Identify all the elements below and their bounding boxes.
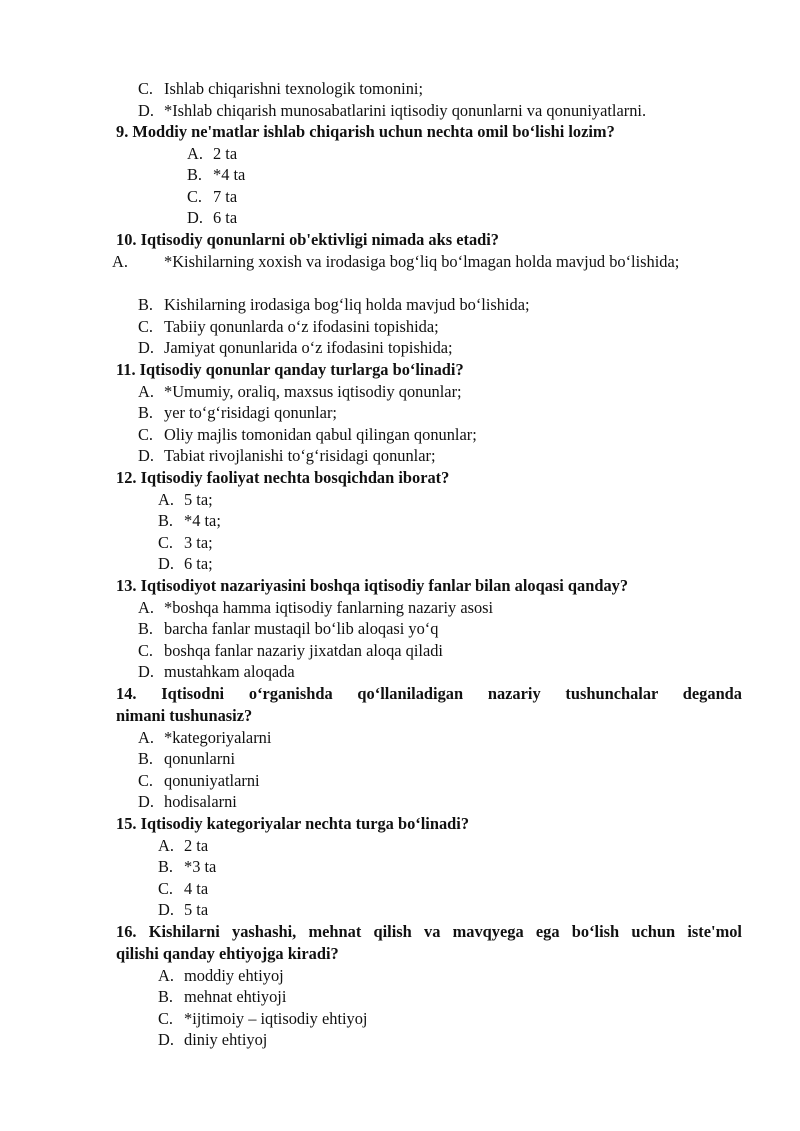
q15-option-c: [158, 878, 208, 900]
q14-option-b: [138, 748, 235, 770]
q12-option-b: [158, 510, 221, 532]
q15-option-b: [158, 856, 216, 878]
q12-option-d: [158, 553, 213, 575]
q15-option-a: [158, 835, 208, 857]
option-letter: C.: [158, 1009, 174, 1028]
question-16-line-2: qilishi qanday ehtiyojga kiradi?: [116, 944, 339, 963]
option-text: *4 ta;: [184, 511, 221, 530]
option-letter: C.: [158, 533, 174, 552]
option-letter: A.: [187, 144, 203, 163]
option-text: moddiy ehtiyoj: [184, 966, 284, 985]
question-16-line-1: 16. Kishilarni yashashi, mehnat qilish va mavqyega ega bo‘lish uchun iste'mol: [116, 922, 742, 941]
q11-option-d: [138, 445, 436, 467]
option-letter: C.: [138, 425, 154, 444]
q16-option-a: [158, 965, 284, 987]
option-text: qonunlarni: [164, 749, 236, 768]
q11-option-a: [138, 381, 462, 403]
q8-option-c: [138, 78, 423, 100]
option-text: Oliy majlis tomonidan qabul qilingan qonunlar;: [164, 425, 477, 444]
option-text: yer to‘g‘risidagi qonunlar;: [164, 403, 337, 422]
option-letter: C.: [138, 771, 154, 790]
question-12: 12. Iqtisodiy faoliyat nechta bosqichdan iborat?: [116, 468, 450, 487]
option-text: *boshqa hamma iqtisodiy fanlarning nazariy asosi: [164, 598, 494, 617]
option-text: Tabiat rivojlanishi to‘g‘risidagi qonunlar;: [164, 446, 436, 465]
q15-option-d: [158, 899, 208, 921]
option-letter: C.: [138, 317, 154, 336]
option-letter: A.: [138, 598, 154, 617]
option-text: *4 ta: [213, 165, 246, 184]
q16-option-b: [158, 986, 286, 1008]
option-text: hodisalarni: [164, 792, 237, 811]
option-text: Ishlab chiqarishni texnologik tomonini;: [164, 79, 424, 98]
question-10: 10. Iqtisodiy qonunlarni ob'ektivligi nimada aks etadi?: [116, 230, 500, 249]
q14-option-d: [138, 791, 237, 813]
q10-option-d: [138, 337, 453, 359]
option-letter: D.: [138, 101, 154, 120]
option-letter: D.: [158, 554, 174, 573]
q12-option-a: [158, 489, 213, 511]
option-letter: A.: [138, 728, 154, 747]
option-text: *3 ta: [184, 857, 217, 876]
question-15: 15. Iqtisodiy kategoriyalar nechta turga bo‘linadi?: [116, 814, 470, 833]
option-text: 6 ta: [213, 208, 238, 227]
q16-option-d: [158, 1029, 267, 1051]
option-letter: D.: [138, 792, 154, 811]
q13-option-a: [138, 597, 493, 619]
option-letter: A.: [112, 252, 128, 271]
option-letter: C.: [187, 187, 203, 206]
option-letter: D.: [138, 338, 154, 357]
q10-option-a: [112, 251, 742, 273]
option-letter: D.: [138, 446, 154, 465]
question-13: 13. Iqtisodiyot nazariyasini boshqa iqtisodiy fanlar bilan aloqasi qanday?: [116, 576, 629, 595]
q11-option-c: [138, 424, 477, 446]
option-text: 6 ta;: [184, 554, 213, 573]
q11-option-b: [138, 402, 337, 424]
q9-option-c: [187, 186, 237, 208]
option-text: *kategoriyalarni: [164, 728, 272, 747]
option-text: 5 ta: [184, 900, 209, 919]
q13-option-c: [138, 640, 443, 662]
option-letter: B.: [138, 403, 154, 422]
option-letter: D.: [138, 662, 154, 681]
option-letter: A.: [158, 966, 174, 985]
option-letter: C.: [138, 641, 154, 660]
option-text: 2 ta: [213, 144, 238, 163]
q16-option-c: [158, 1008, 368, 1030]
q14-option-a: [138, 727, 271, 749]
option-letter: B.: [158, 511, 174, 530]
option-letter: D.: [187, 208, 203, 227]
q9-option-b: [187, 164, 245, 186]
option-text: Jamiyat qonunlarida o‘z ifodasini topishida;: [164, 338, 453, 357]
q13-option-d: [138, 661, 295, 683]
question-9: 9. Moddiy ne'matlar ishlab chiqarish uchun nechta omil bo‘lishi lozim?: [116, 122, 615, 141]
option-text: 4 ta: [184, 879, 209, 898]
option-text: *Ishlab chiqarish munosabatlarini iqtisodiy qonunlarni va qonuniyatlarni.: [164, 101, 647, 120]
option-letter: B.: [138, 619, 154, 638]
q14-option-c: [138, 770, 260, 792]
option-text: mustahkam aloqada: [164, 662, 295, 681]
option-letter: C.: [158, 879, 174, 898]
q8-option-d: [138, 100, 646, 122]
option-letter: A.: [158, 490, 174, 509]
q12-option-c: [158, 532, 213, 554]
option-letter: C.: [138, 79, 154, 98]
option-letter: B.: [187, 165, 203, 184]
q10-option-c: [138, 316, 439, 338]
option-text: diniy ehtiyoj: [184, 1030, 268, 1049]
option-letter: B.: [158, 987, 174, 1006]
option-text: qonuniyatlarni: [164, 771, 260, 790]
option-text: *Kishilarning xoxish va irodasiga bog‘liq bo‘lmagan holda mavjud bo‘lishida;: [164, 252, 680, 271]
option-letter: A.: [138, 382, 154, 401]
option-text: *Umumiy, oraliq, maxsus iqtisodiy qonunlar;: [164, 382, 462, 401]
question-14-line-1: 14. Iqtisodni o‘rganishda qo‘llaniladigan nazariy tushunchalar deganda: [116, 684, 742, 703]
option-letter: D.: [158, 900, 174, 919]
option-letter: A.: [158, 836, 174, 855]
option-text: 2 ta: [184, 836, 209, 855]
option-text: 5 ta;: [184, 490, 213, 509]
option-text: *ijtimoiy – iqtisodiy ehtiyoj: [184, 1009, 368, 1028]
option-text: 3 ta;: [184, 533, 213, 552]
option-letter: B.: [158, 857, 174, 876]
option-text: barcha fanlar mustaqil bo‘lib aloqasi yo‘q: [164, 619, 439, 638]
option-text: 7 ta: [213, 187, 238, 206]
q10-option-b: [138, 294, 530, 316]
option-letter: B.: [138, 295, 154, 314]
option-text: Kishilarning irodasiga bog‘liq holda mavjud bo‘lishida;: [164, 295, 530, 314]
q9-option-a: [187, 143, 237, 165]
question-11: 11. Iqtisodiy qonunlar qanday turlarga bo‘linadi?: [116, 360, 464, 379]
option-letter: D.: [158, 1030, 174, 1049]
option-letter: B.: [138, 749, 154, 768]
question-14-line-2: nimani tushunasiz?: [116, 706, 253, 725]
q9-option-d: [187, 207, 237, 229]
option-text: boshqa fanlar nazariy jixatdan aloqa qiladi: [164, 641, 443, 660]
q13-option-b: [138, 618, 438, 640]
option-text: mehnat ehtiyoji: [184, 987, 287, 1006]
option-text: Tabiiy qonunlarda o‘z ifodasini topishida;: [164, 317, 439, 336]
